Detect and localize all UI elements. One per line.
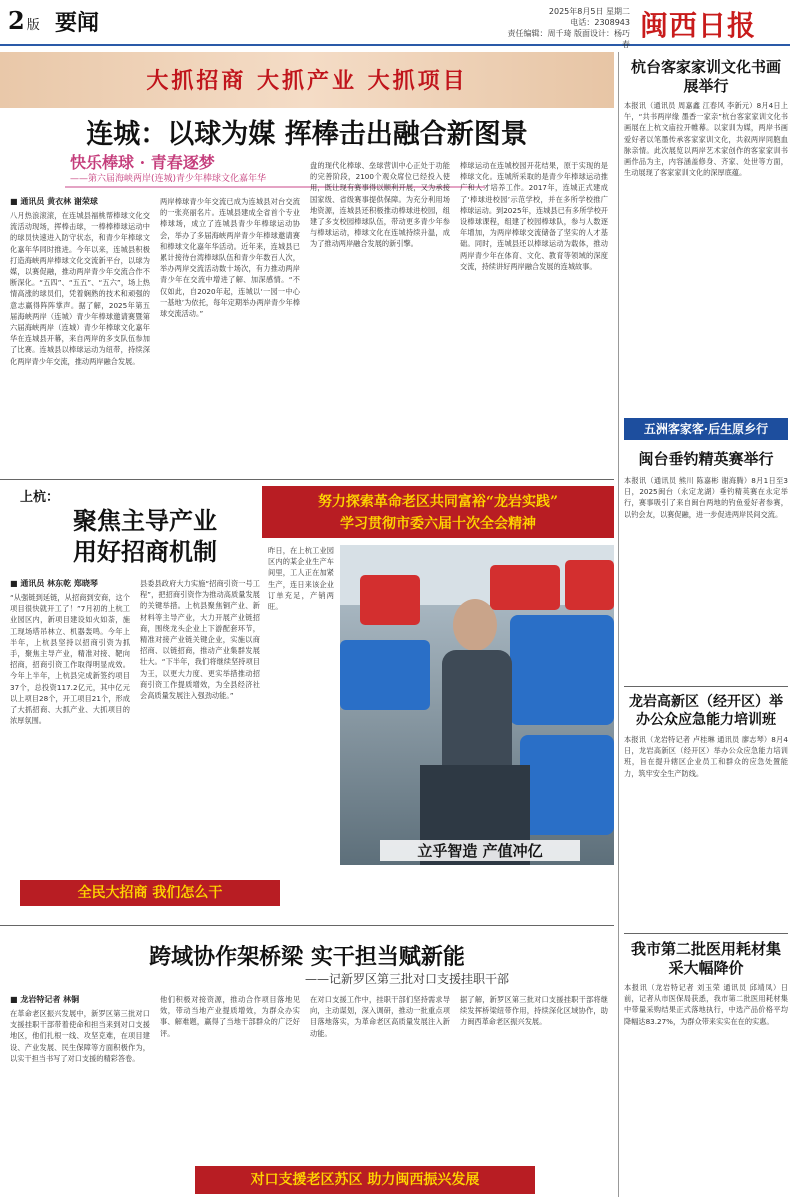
investment-banner: 全民大招商 我们怎么干 bbox=[20, 880, 280, 906]
story3-col2 bbox=[160, 994, 300, 1160]
section-divider bbox=[0, 479, 614, 480]
story3-text-col4: 据了解，新罗区第三批对口支援挂职干部将继续发挥桥梁纽带作用，持续深化区域协作，助力闽西革命老区振兴发展。 bbox=[460, 995, 608, 1027]
section-divider-2 bbox=[0, 925, 614, 926]
story2-text-col1: “从强链到延链，从招商到安商，这个项目很快就开工了！”7月初的上杭工业园区内，新项目建设如火如荼，施工现场塔吊林立、机器轰鸣。今年上半年，上杭县坚持以招商引资为抓手，聚焦主导产业，精准对接、靶向招商，招商引资工作取得明显成效。今年上半年，上杭县完成新签约项目37个，总投资117.2亿元，其中亿元以上项目28个，开工项目21个，形成了大抓招商、大抓产业、大抓项目的浓厚氛围。 bbox=[10, 593, 130, 726]
story2-headline: 聚焦主导产业 用好招商机制 bbox=[73, 506, 217, 566]
sidebar-banner: 五洲客家客·后生原乡行 bbox=[624, 418, 788, 440]
photo-caption: 立乎智造 产值冲亿 bbox=[380, 840, 580, 861]
story1-headline: 连城：以球为媒 挥棒击出融合新图景 bbox=[86, 119, 528, 150]
sidebar-rule-2 bbox=[624, 933, 788, 934]
story2-col1 bbox=[10, 578, 130, 873]
factory-photo-illustration bbox=[340, 545, 614, 865]
story2-col2 bbox=[140, 578, 260, 873]
story1-text-col3: 盘的现代化棒球、垒球营训中心正处于功能的完善阶段，2100个观众席位已经投入使用，既让现有赛事得以顺利开展，又为承接国家级、省级赛事提供保障。为充分利用场地资源，连城县还积极推动棒球进校园，组建了多支校园棒球队伍，带动更多青少年参与棒球运动，棒球文化在连城持续升温，成为了推动两岸融合发展的新引擎。 bbox=[310, 161, 450, 249]
story3-col3 bbox=[310, 994, 450, 1160]
story3-headline: 跨域协作架桥梁 实干担当赋新能 bbox=[149, 944, 465, 970]
story3-text-col2: 他们积极对接资源，推动合作项目落地见效，带动当地产业提质增效，为群众办实事、解难题，赢得了当地干部群众的广泛好评。 bbox=[160, 995, 300, 1038]
support-banner: 对口支援老区苏区 助力闽西振兴发展 bbox=[195, 1166, 535, 1194]
page-number: 2 版 bbox=[8, 6, 40, 35]
sidebar-story2-headline: 闽台垂钓精英赛举行 bbox=[638, 450, 774, 468]
story1-text-col1: 八月热浪滚滚，在连城县福桃帮棒球文化交流活动现场，挥棒击球，一棒棒棒球运动中的球员快速进入防守状态，和青少年棒球文化嘉年华同时推进。今年以来，连城县积极打造海峡两岸棒球文化交流新平台，以球为媒，以赛促融，推动两岸青少年交流合作不断深化。“五四”、“五五”、“五六”，场上热情高涨的球员们，凭着娴熟的技术和顽强的意志赢得阵阵掌声。据了解，2025年第五届海峡两岸（连城）青少年棒球邀请赛暨第六届海峡两岸（连城）青少年棒球文化嘉年华在连城县开幕，来自两岸的多支队伍参加了比赛。连城县以棒球运动为纽带，持续深化两岸青少年交流，推动两岸融合发展。 bbox=[10, 211, 150, 366]
story3-text-col1: 在革命老区振兴发展中，新罗区第三批对口支援挂职干部带着使命和担当来到对口支援地区，他们扎根一线、攻坚克难，在项目建设、产业发展、民生保障等方面积极作为，以实干担当书写了对口支援的精彩答卷。 bbox=[10, 1009, 150, 1063]
story1-text-col4: 棒球运动在连城校园开花结果，原于实现的是棒球文化。连城所采取的是青少年棒球运动推广和人才培养工作。2017年，连城正式建成了‘棒球进校园’示范学校，并在多所学校推广棒球运动。到2025年，连城县已有多所学校开设棒球课程，组建了校园棒球队，参与人数逐年增加，为两岸棒球交流储备了坚实的人才基础。同时，连城县还以棒球运动为载体，推动两岸青少年在体育、文化、教育等领域的深度交流，持续讲好两岸融合发展的连城故事。 bbox=[460, 161, 608, 271]
party-banner-line2: 学习贯彻市委六届十次全会精神 bbox=[340, 516, 536, 532]
story1-kicker-sub: ——第六届海峡两岸(连城)青少年棒球文化嘉年华 bbox=[70, 174, 267, 184]
story3-col4 bbox=[460, 994, 608, 1160]
story3-col1 bbox=[10, 994, 150, 1160]
story3-byline: ■ 龙岩特记者 林铜 bbox=[10, 995, 80, 1004]
story1-byline: ■ 通讯员 黄衣林 谢荣球 bbox=[10, 197, 98, 206]
sidebar-story4-body: 本报讯（龙岩特记者 刘玉荣 通讯员 邱靖凤）日前，记者从市医保局获悉，我市第二批医用耗材集中带量采购结果正式落地执行，中选产品价格平均降幅达83.27%，为群众带来实实在在的实惠。 bbox=[624, 983, 788, 1026]
story1-col3 bbox=[310, 160, 450, 474]
sidebar-story4-headline: 我市第二批医用耗材集采大幅降价 bbox=[630, 940, 781, 977]
story1-col1 bbox=[10, 196, 150, 474]
section-name: 要闻 bbox=[55, 10, 100, 36]
story1-text-col2: 两岸棒球青少年交流已成为连城县对台交流的一张亮丽名片。连城县建成全省首个专业棒球场，成立了连城县青少年棒球运动协会，举办了多届海峡两岸青少年棒球邀请赛和棒球文化嘉年华活动。近年来，连城县已累计接待台湾棒球队伍和青少年数百人次，举办两岸交流活动数十场次，有力推动两岸青少年在交流中增进了解、加深感情。“不仅如此，自2020年起，连城以‘一园一中心一基地’为依托，每年定期举办两岸青少年棒球交流活动。” bbox=[160, 197, 300, 319]
party-banner bbox=[262, 486, 614, 538]
story2-tag: 上杭： bbox=[20, 490, 60, 505]
story2-text-col3: 昨日，在上杭工业园区内的某企业生产车间里，工人正在加紧生产，连日来该企业订单充足，产销两旺。 bbox=[268, 546, 334, 612]
top-banner bbox=[0, 52, 614, 108]
page-header bbox=[0, 0, 790, 49]
sidebar-story2-body: 本报讯（通讯员 熊川 陈嘉彬 谢海腾）8月1日至3日，2025闽台（永定龙湖）垂钓精英赛在永定举行，赛事吸引了来自闽台两地的钓鱼爱好者参赛，以钓会友，以赛促融，进一步促进两岸民间交流。 bbox=[624, 476, 788, 519]
story1-col4 bbox=[460, 160, 608, 474]
masthead-logo: 闽西日报 bbox=[640, 9, 757, 42]
sidebar-rule-1 bbox=[624, 686, 788, 687]
story3-subhead: ——记新罗区第三批对口支援挂职干部 bbox=[304, 972, 509, 986]
story2-text-col2: 县委县政府大力实施“招商引资一号工程”，把招商引资作为推动高质量发展的关键举措。上杭县聚焦铜产业、新材料等主导产业，大力开展产业链招商，围绕龙头企业上下游配套环节，精准对接产业链关键企业，实施以商招商、以链招商，推动产业集群发展壮大。“下半年，我们将继续坚持项目为王，以更大力度、更实举措推动招商引资工作提质增效，为全县经济社会高质量发展注入强劲动能。” bbox=[140, 579, 260, 701]
party-banner-line1: 努力探索革命老区共同富裕“龙岩实践” bbox=[317, 494, 559, 510]
story1-kicker: 快乐棒球 · 青春逐梦 bbox=[70, 153, 215, 172]
sidebar-divider bbox=[618, 52, 619, 1197]
story3-text-col3: 在对口支援工作中，挂职干部们坚持需求导向，主动谋划，深入调研，推动一批重点项目落地落实，为革命老区高质量发展注入新动能。 bbox=[310, 995, 450, 1038]
story1-col2 bbox=[160, 196, 300, 474]
sidebar-story3-headline: 龙岩高新区（经开区）举办公众应急能力培训班 bbox=[629, 694, 783, 728]
sidebar-story1-headline: 杭台客家家训文化书画展举行 bbox=[630, 58, 781, 95]
factory-photo bbox=[340, 545, 614, 865]
sidebar-story3-body: 本报讯（龙岩特记者 卢桂琳 通讯员 廖志琴）8月4日，龙岩高新区（经开区）举办公众应急能力培训班，旨在提升辖区企业员工和群众的应急处置能力，筑牢安全生产防线。 bbox=[624, 735, 788, 778]
sidebar-story1-body: 本报讯（通讯员 周嘉鑫 江春风 李新元）8月4日上午，“共书两岸缘 墨香一家亲”杭台客家家训文化书画展在上杭文庙拉开帷幕。以家训为媒，两岸书画爱好者以笔墨传承客家家训文化，共叙两岸同胞血脉亲情。此次展览以两岸艺术家创作的客家家训书画作品为主，内容涵盖修身、齐家、处世等方面，生动展现了客家家训文化的深厚底蕴。 bbox=[624, 101, 788, 178]
dateline: 2025年8月5日 星期二 电话：2308943 责任编辑：周千琦 版面设计：杨巧春 bbox=[507, 7, 630, 49]
banner-text: 大抓招商 大抓产业 大抓项目 bbox=[146, 68, 468, 94]
story2-byline: ■ 通讯员 林东乾 郑晓琴 bbox=[10, 579, 98, 588]
story2-col3 bbox=[268, 545, 334, 873]
